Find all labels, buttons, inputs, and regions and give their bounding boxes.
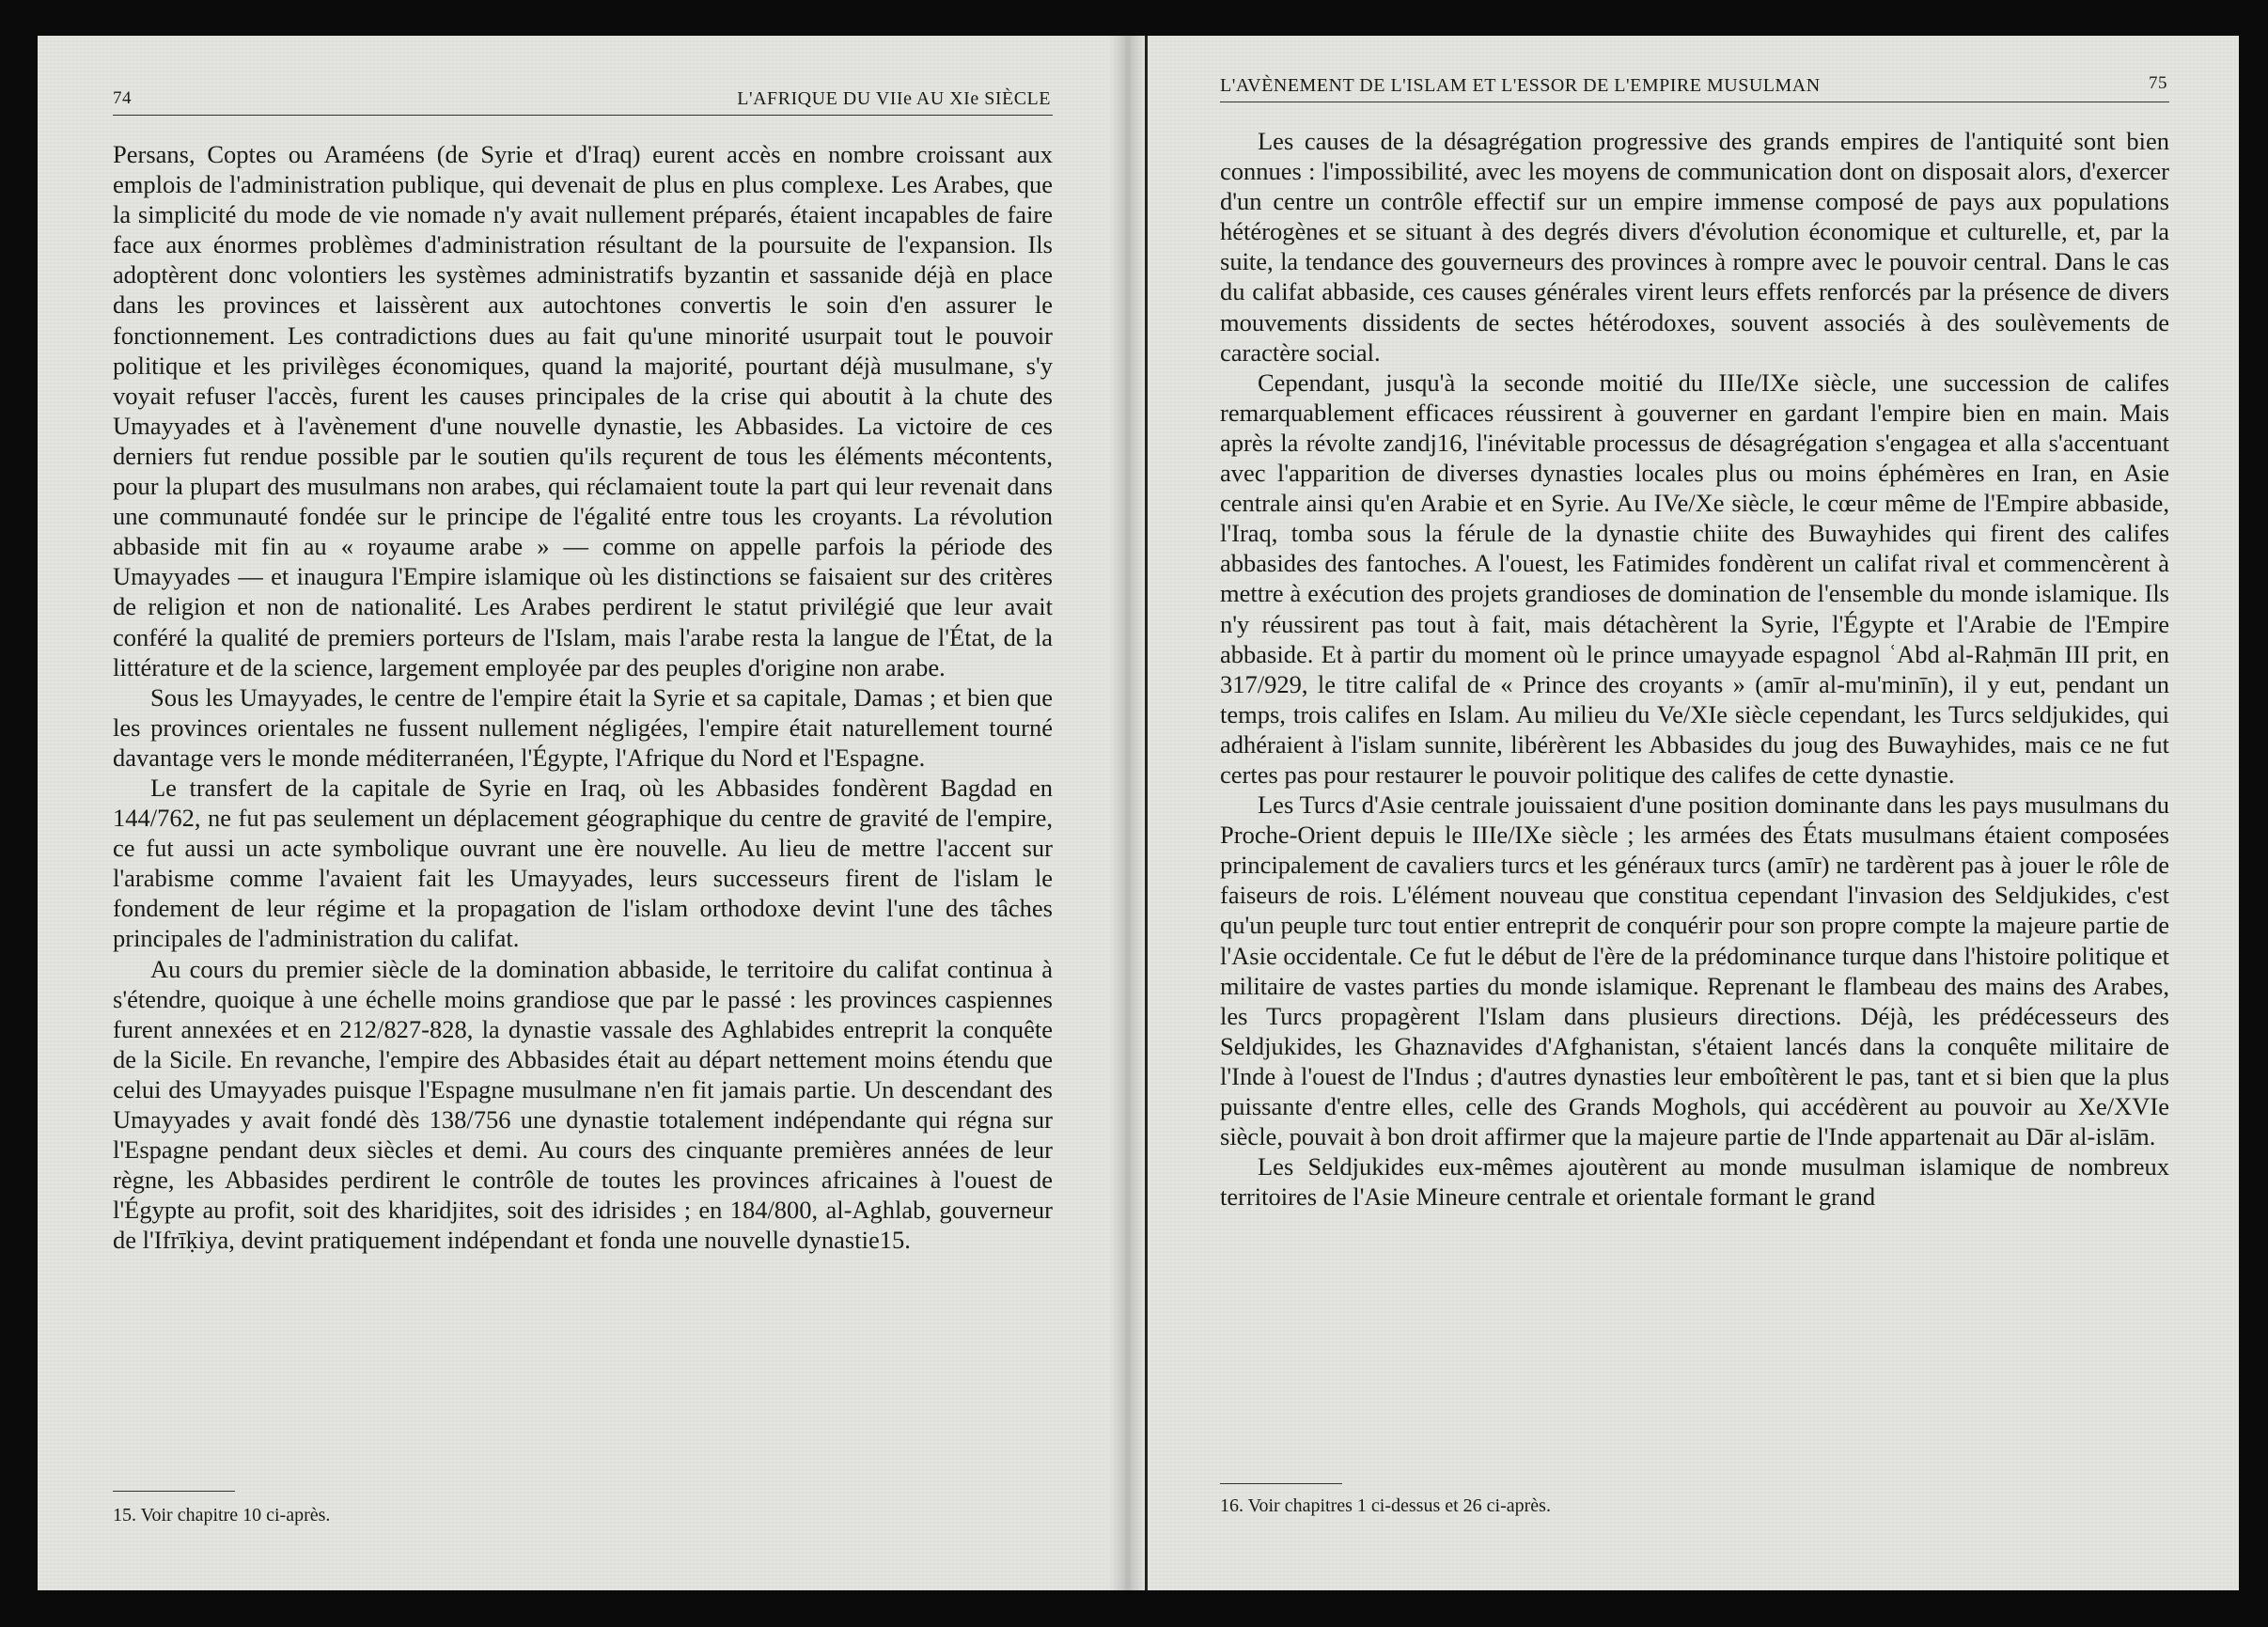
footnote: 16. Voir chapitres 1 ci-dessus et 26 ci-après.	[1220, 1495, 1551, 1516]
footnote-rule	[1220, 1483, 1342, 1484]
paragraph: Cependant, jusqu'à la seconde moitié du IIIe/IXe siècle, une succession de califes remarquablement efficaces réussirent à gouverner en gardant l'empire bien en main. Mais après la révolte zandj16, l'inévitable processus de désagrégation s'engagea et alla s'accentuant avec l'apparition de diverses dynasties locales plus ou moins éphémères en Iran, en Asie centrale ainsi qu'en Arabie et en Syrie. Au IVe/Xe siècle, le cœur même de l'Empire abbaside, l'Iraq, tomba sous la férule de la dynastie chiite des Buwayhides qui firent des califes abbasides des fantoches. A l'ouest, les Fatimides fondèrent un califat rival et commencèrent à mettre à exécution des projets grandioses de domination de l'ensemble du monde islamique. Ils n'y réussirent pas tout à fait, mais détachèrent la Syrie, l'Égypte et l'Arabie de l'Empire abbaside. Et à partir du moment où le prince umayyade espagnol ʿAbd al-Raḥmān III prit, en 317/929, le titre califal de « Prince des croyants » (amīr al-mu'minīn), il y eut, pendant un temps, trois califes en Islam. Au milieu du Ve/XIe siècle cependant, les Turcs seldjukides, qui adhéraient à l'islam sunnite, libérèrent les Abbasides du joug des Buwayhides, mais ce ne fut certes pas pour restaurer le pouvoir politique des califes de cette dynastie.	[1220, 368, 2169, 789]
page-number: 75	[2149, 73, 2167, 93]
running-head	[1220, 75, 2169, 102]
footnote-rule	[113, 1491, 235, 1492]
paragraph: Les Turcs d'Asie centrale jouissaient d'une position dominante dans les pays musulmans du Proche-Orient depuis le IIIe/IXe siècle ; les armées des États musulmans étaient composées principalement de cavaliers turcs et les généraux turcs (amīr) ne tardèrent pas à jouer le rôle de faiseurs de rois. L'élément nouveau que constitua cependant l'invasion des Seldjukides, c'est qu'un peuple turc tout entier entreprit de conquérir pour son propre compte la majeure partie de l'Asie occidentale. Ce fut le début de l'ère de la prédominance turque dans l'histoire politique et militaire de vastes parties du monde islamique. Reprenant le flambeau des mains des Arabes, les Turcs propagèrent l'Islam dans plusieurs directions. Déjà, les prédécesseurs des Seldjukides, les Ghaznavides d'Afghanistan, s'étaient lancés dans la conquête militaire de l'Inde à l'ouest de l'Indus ; d'autres dynasties leur emboîtèrent le pas, tant et si bien que la plus puissante d'entre elles, celle des Grands Moghols, qui accédèrent au pouvoir au Xe/XVIe siècle, pouvait à bon droit affirmer que la majeure partie de l'Inde appartenait au Dār al-islām.	[1220, 790, 2169, 1151]
paragraph: Les causes de la désagrégation progressive des grands empires de l'antiquité sont bien connues : l'impossibilité, avec les moyens de communication dont on disposait alors, d'exercer d'un centre un contrôle effectif sur un empire immense composé de pays aux populations hétérogènes et se situant à des degrés divers d'évolution économique et culturelle, et, par la suite, la tendance des gouverneurs des provinces à rompre avec le pouvoir central. Dans le cas du califat abbaside, ces causes générales virent leurs effets renforcés par la présence de divers mouvements dissidents de sectes hétérodoxes, souvent associés à des soulèvements de caractère social.	[1220, 127, 2169, 367]
paragraph: Sous les Umayyades, le centre de l'empire était la Syrie et sa capitale, Damas ; et bien que les provinces orientales ne fussent nullement négligées, l'empire était naturellement tourné davantage vers le monde méditerranéen, l'Égypte, l'Afrique du Nord et l'Espagne.	[113, 682, 1053, 772]
paragraph: Le transfert de la capitale de Syrie en Iraq, où les Abbasides fondèrent Bagdad en 144/762, ne fut pas seulement un déplacement géographique du centre de gravité de l'empire, ce fut aussi un acte symbolique ouvrant une ère nouvelle. Au lieu de mettre l'accent sur l'arabisme comme l'avaient fait les Umayyades, leurs successeurs firent de l'islam le fondement de leur régime et la propagation de l'islam orthodoxe devint l'une des tâches principales de l'administration du califat.	[113, 773, 1053, 953]
running-title: L'AVÈNEMENT DE L'ISLAM ET L'ESSOR DE L'EMPIRE MUSULMAN	[1220, 75, 1821, 96]
paragraph: Les Seldjukides eux-mêmes ajoutèrent au monde musulman islamique de nombreux territoires de l'Asie Mineure centrale et orientale formant le grand	[1220, 1152, 2169, 1212]
right-page	[1220, 36, 2169, 1590]
paragraph: Persans, Coptes ou Araméens (de Syrie et d'Iraq) eurent accès en nombre croissant aux emplois de l'administration publique, qui devenait de plus en plus complexe. Les Arabes, que la simplicité du mode de vie nomade n'y avait nullement préparés, étaient incapables de faire face aux énormes problèmes d'administration résultant de la poursuite de l'expansion. Ils adoptèrent donc volontiers les systèmes administratifs byzantin et sassanide déjà en place dans les provinces et laissèrent aux autochtones convertis le soin d'en assurer le fonctionnement. Les contradictions dues au fait qu'une minorité usurpait tout le pouvoir politique et les privilèges économiques, quand la majorité, pourtant déjà musulmane, s'y voyait refuser l'accès, furent les causes principales de la crise qui aboutit à la chute des Umayyades et à l'avènement d'une nouvelle dynastie, les Abbasides. La victoire de ces derniers fut rendue possible par le soutien qu'ils reçurent de tous les éléments mécontents, pour la plupart des musulmans non arabes, qui réclamaient toute la part qui leur revenait dans une communauté fondée sur le principe de l'égalité entre tous les croyants. La révolution abbaside mit fin au « royaume arabe » — comme on appelle parfois la période des Umayyades — et inaugura l'Empire islamique où les distinctions se faisaient sur des critères de religion et non de nationalité. Les Arabes perdirent le statut privilégié que leur avait conféré la qualité de premiers porteurs de l'Islam, mais l'arabe resta la langue de l'État, de la littérature et de la science, largement employée par des peuples d'origine non arabe.	[113, 140, 1053, 681]
binding-line	[1145, 36, 1148, 1590]
body-text	[1220, 126, 2169, 1212]
left-page	[113, 36, 1053, 1590]
book-spread	[38, 36, 2239, 1590]
footnote: 15. Voir chapitre 10 ci-après.	[113, 1505, 331, 1525]
running-head	[113, 88, 1053, 116]
page-number: 74	[113, 88, 132, 108]
paragraph: Au cours du premier siècle de la domination abbaside, le territoire du califat continua à s'étendre, quoique à une échelle moins grandiose que par le passé : les provinces caspiennes furent annexées et en 212/827-828, la dynastie vassale des Aghlabides entreprit la conquête de la Sicile. En revanche, l'empire des Abbasides était au départ nettement moins étendu que celui des Umayyades puisque l'Espagne musulmane n'en fit jamais partie. Un descendant des Umayyades y avait fondé dès 138/756 une dynastie totalement indépendante qui régna sur l'Espagne pendant deux siècles et demi. Au cours des cinquante premières années de leur règne, les Abbasides perdirent le contrôle de toutes les provinces africaines à l'ouest de l'Égypte au profit, soit des kharidjites, soit des idrisides ; en 184/800, al-Aghlab, gouverneur de l'Ifrīḳiya, devint pratiquement indépendant et fonda une nouvelle dynastie15.	[113, 954, 1053, 1255]
body-text	[113, 139, 1053, 1255]
book-gutter	[1109, 36, 1147, 1590]
running-title: L'AFRIQUE DU VIIe AU XIe SIÈCLE	[737, 88, 1051, 109]
